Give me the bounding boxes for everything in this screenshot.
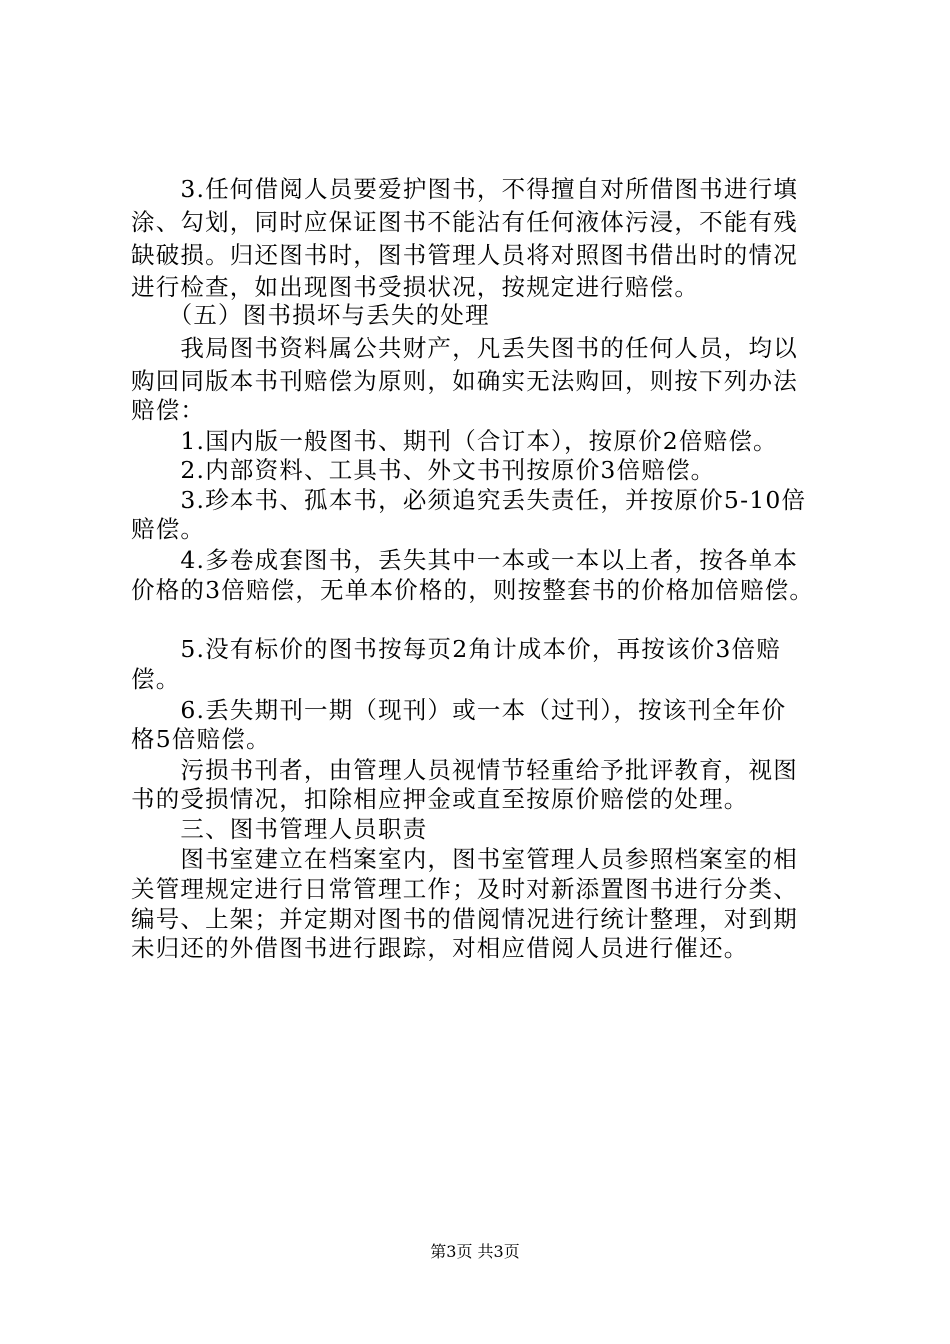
text-line: 我局图书资料属公共财产，凡丢失图书的任何人员，均以 (131, 334, 798, 362)
text-line: 关管理规定进行日常管理工作；及时对新添置图书进行分类、 (131, 875, 798, 903)
text-line: 缺破损。归还图书时，图书管理人员将对照图书借出时的情况 (131, 241, 798, 269)
text-line: 4.多卷成套图书，丢失其中一本或一本以上者，按各单本 (131, 546, 799, 574)
text-line: 赔偿： (131, 396, 206, 424)
text-line: 格5倍赔偿。 (131, 725, 271, 753)
text-line: 6.丢失期刊一期（现刊）或一本（过刊），按该刊全年价 (131, 696, 787, 724)
text-line: 污损书刊者，由管理人员视情节轻重给予批评教育，视图 (131, 756, 798, 784)
text-line: 进行检查，如出现图书受损状况，按规定进行赔偿。 (131, 273, 700, 301)
section-heading: （五）图书损坏与丢失的处理 (131, 301, 490, 329)
text-line: 3.珍本书、孤本书，必须追究丢失责任，并按原价5-10倍 (131, 486, 807, 514)
text-line: 2.内部资料、工具书、外文书刊按原价3倍赔偿。 (131, 456, 716, 484)
text-line: 未归还的外借图书进行跟踪，对相应借阅人员进行催还。 (131, 934, 749, 962)
text-line: 涂、勾划，同时应保证图书不能沾有任何液体污浸，不能有残 (131, 208, 798, 236)
text-line: 1.国内版一般图书、期刊（合订本），按原价2倍赔偿。 (131, 427, 778, 455)
text-line: 3.任何借阅人员要爱护图书，不得擅自对所借图书进行填 (131, 175, 799, 203)
text-line: 编号、上架；并定期对图书的借阅情况进行统计整理，对到期 (131, 905, 798, 933)
text-line: 购回同版本书刊赔偿为原则，如确实无法购回，则按下列办法 (131, 367, 798, 395)
text-line: 价格的3倍赔偿，无单本价格的，则按整套书的价格加倍赔偿。 (131, 576, 815, 604)
page-number: 第3页 共3页 (430, 1242, 520, 1261)
text-line: 5.没有标价的图书按每页2角计成本价，再按该价3倍赔 (131, 635, 781, 663)
text-line: 赔偿。 (131, 515, 206, 543)
text-line: 图书室建立在档案室内，图书室管理人员参照档案室的相 (131, 845, 798, 873)
section-heading: 三、图书管理人员职责 (131, 815, 428, 843)
text-line: 书的受损情况，扣除相应押金或直至按原价赔偿的处理。 (131, 785, 749, 813)
text-line: 偿。 (131, 665, 181, 693)
